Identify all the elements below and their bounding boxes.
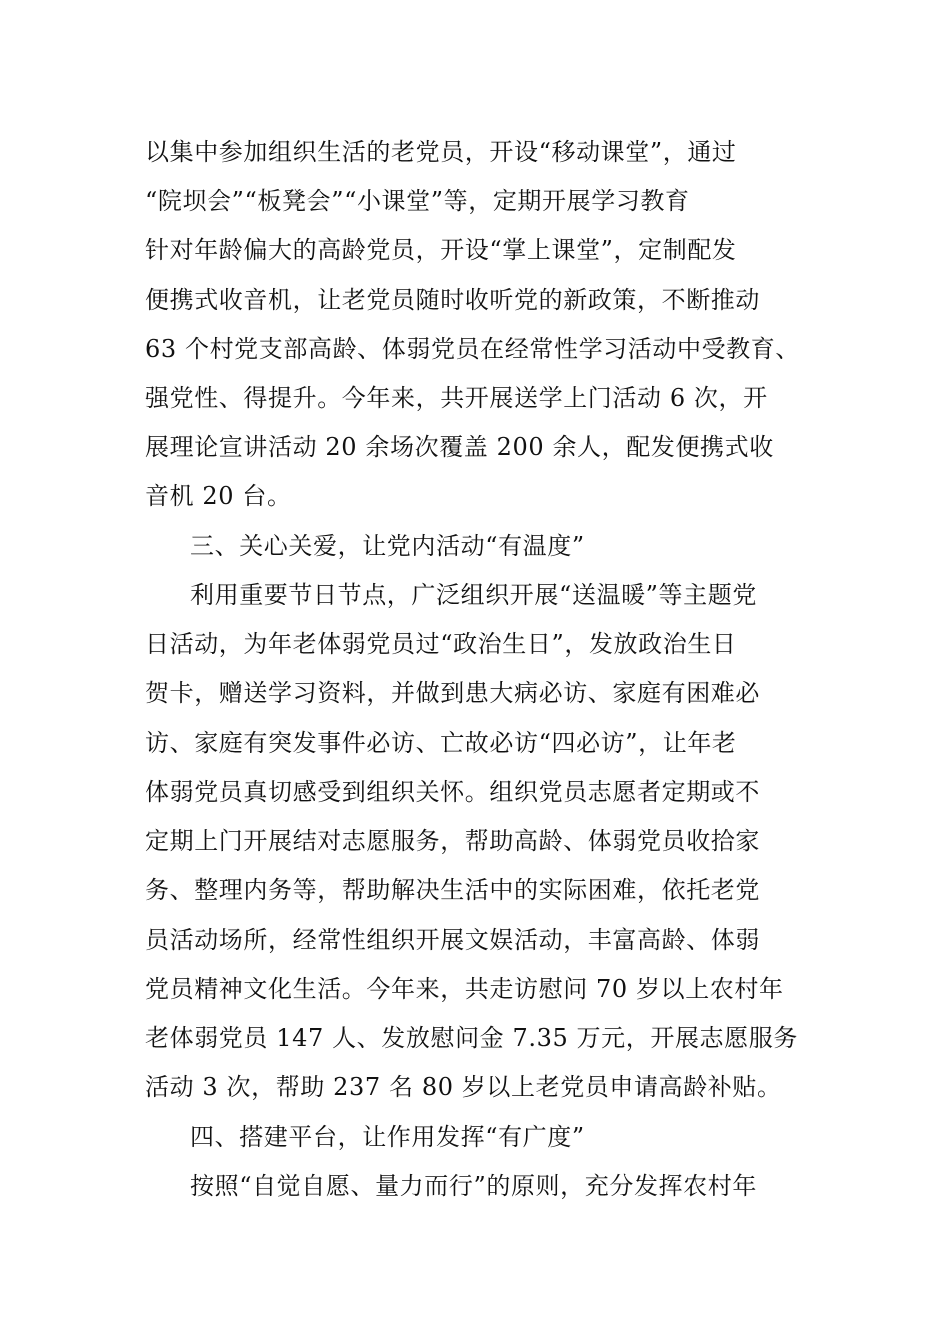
section-heading: 四、搭建平台，让作用发挥“有广度”: [190, 1123, 585, 1151]
body-text-line: 员活动场所，经常性组织开展文娱活动，丰富高龄、体弱: [145, 926, 760, 954]
section-heading: 三、关心关爱，让党内活动“有温度”: [190, 532, 585, 560]
body-text-line: “院坝会”“板凳会”“小课堂”等，定期开展学习教育: [145, 187, 690, 215]
body-text-line: 老体弱党员 147 人、发放慰问金 7.35 万元，开展志愿服务: [145, 1024, 798, 1052]
body-text-line: 日活动，为年老体弱党员过“政治生日”，发放政治生日: [145, 630, 737, 658]
body-text-line: 党员精神文化生活。今年来，共走访慰问 70 岁以上农村年: [145, 975, 784, 1003]
body-text-line: 音机 20 台。: [145, 482, 292, 510]
body-text-line: 贺卡，赠送学习资料，并做到患大病必访、家庭有困难必: [145, 679, 760, 707]
body-text-line: 针对年龄偏大的高龄党员，开设“掌上课堂”，定制配发: [145, 236, 737, 264]
body-text-line: 便携式收音机，让老党员随时收听党的新政策，不断推动: [145, 286, 760, 314]
body-text-line: 活动 3 次，帮助 237 名 80 岁以上老党员申请高龄补贴。: [145, 1073, 782, 1101]
paragraph-first-line: 利用重要节日节点，广泛组织开展“送温暖”等主题党: [190, 581, 757, 609]
body-text-line: 务、整理内务等，帮助解决生活中的实际困难，依托老党: [145, 876, 760, 904]
body-text-line: 展理论宣讲活动 20 余场次覆盖 200 余人，配发便携式收: [145, 433, 774, 461]
body-text-line: 体弱党员真切感受到组织关怀。组织党员志愿者定期或不: [145, 778, 760, 806]
body-text-line: 访、家庭有突发事件必访、亡故必访“四必访”，让年老: [145, 729, 737, 757]
body-text-line: 强党性、得提升。今年来，共开展送学上门活动 6 次，开: [145, 384, 768, 412]
body-text-line: 以集中参加组织生活的老党员，开设“移动课堂”，通过: [145, 138, 737, 166]
body-text-line: 63 个村党支部高龄、体弱党员在经常性学习活动中受教育、: [145, 335, 800, 363]
paragraph-first-line: 按照“自觉自愿、量力而行”的原则，充分发挥农村年: [190, 1172, 757, 1200]
body-text-line: 定期上门开展结对志愿服务，帮助高龄、体弱党员收拾家: [145, 827, 760, 855]
